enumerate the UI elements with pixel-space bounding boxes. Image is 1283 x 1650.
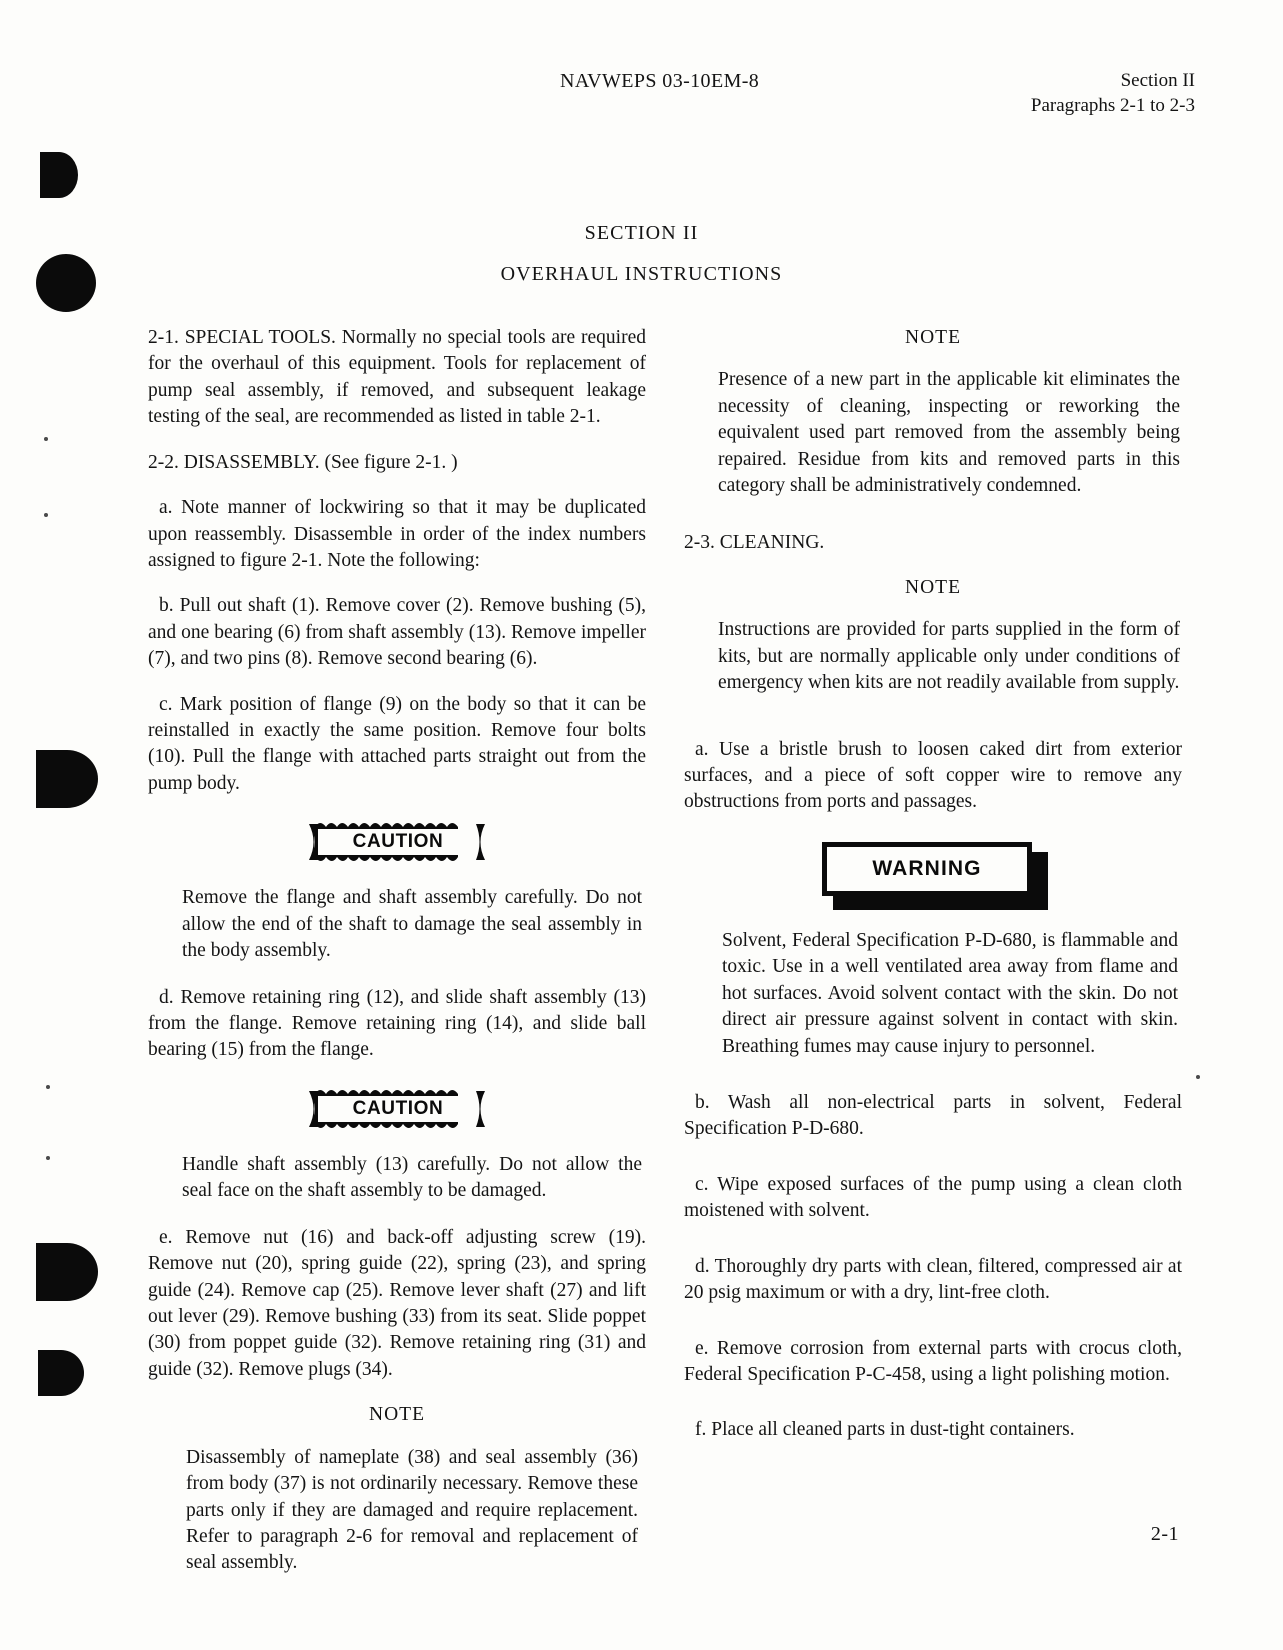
caution-label-1: CAUTION (352, 831, 444, 853)
paragraph-2-2-d: d. Remove retaining ring (12), and slide shaft assembly (13) from the flange. Remove retaining ring (14), and slide ball bearing (15) from the flange. (148, 986, 646, 1061)
warning-box-shape (822, 842, 1044, 904)
note-body-right-2: Instructions are provided for parts supplied in the form of kits, but are normally applicable only under conditions of emergency when kits are not readily available from supply. (718, 619, 1180, 694)
left-column (148, 325, 646, 1597)
caution-label-2: CAUTION (352, 1097, 444, 1119)
spacer (684, 717, 1182, 737)
caution-box-shape (309, 1088, 485, 1130)
paragraph-2-3-a: a. Use a bristle brush to loosen caked dirt from exterior surfaces, and a piece of soft copper wire to remove any obstructions from ports and passages. (684, 738, 1182, 813)
paragraph-2-3: 2-3. CLEANING. (684, 531, 825, 553)
warning-body: Solvent, Federal Specification P-D-680, is flammable and toxic. Use in a well ventilated area away from flame and hot surfaces. Avoid solvent contact with the skin. Do not direct air pressure against solvent in contact with skin. Breathing fumes may cause injury to personnel. (722, 929, 1178, 1057)
spacer (684, 1244, 1182, 1254)
margin-speck (46, 1085, 50, 1089)
caution-banner-1 (148, 821, 646, 863)
paragraph-2-2: 2-2. DISASSEMBLY. (See figure 2-1. ) (148, 451, 458, 473)
header-document-number: NAVWEPS 03-10EM-8 (560, 70, 760, 92)
margin-speck (44, 437, 48, 441)
punch-hole-1 (40, 152, 78, 198)
punch-hole-5 (38, 1350, 84, 1396)
note-title-right-2: NOTE (905, 576, 961, 598)
margin-speck (44, 513, 48, 517)
page-header (0, 62, 1283, 118)
warning-label: WARNING (872, 856, 982, 880)
header-section-reference (1031, 68, 1195, 118)
paragraph-2-3-c: c. Wipe exposed surfaces of the pump using a clean cloth moistened with solvent. (684, 1173, 1182, 1222)
right-column (684, 325, 1182, 1463)
caution-box-shape (309, 821, 485, 863)
paragraph-2-2-b: b. Pull out shaft (1). Remove cover (2). Remove bushing (5), and one bearing (6) from shaft assembly (13). Remove impeller (7), and two pins (8). Remove second bearing (6). (148, 595, 646, 670)
paragraph-2-2-e: e. Remove nut (16) and back-off adjusting screw (19). Remove nut (20), spring guide (22), spring (23), and spring guide (24). Remove cap (25). Remove lever shaft (27) and lift out lever (29). Remove bushing (33) from its seat. Slide poppet (30) from poppet guide (32). Remove retaining ring (31) and guide (32). Remove plugs (34). (148, 1226, 646, 1380)
margin-speck (46, 1156, 50, 1160)
paragraph-2-3-f: f. Place all cleaned parts in dust-tight containers. (695, 1419, 1075, 1441)
section-label: SECTION II (584, 222, 699, 244)
paragraph-2-2-a: a. Note manner of lockwiring so that it may be duplicated upon reassembly. Disassemble in order of the index numbers assigned to figure 2-1. Note the following: (148, 497, 646, 571)
spacer (684, 1162, 1182, 1172)
caution-body-2: Handle shaft assembly (13) carefully. Do not allow the seal face on the shaft assembly to be damaged. (182, 1153, 642, 1202)
page-number: 2-1 (1150, 1523, 1179, 1545)
paragraph-2-2-c: c. Mark position of flange (9) on the body so that it can be reinstalled in exactly the same position. Remove four bolts (10). Pull the flange with attached parts straight out from the pump body. (148, 693, 646, 794)
header-paragraphs-line: Paragraphs 2-1 to 2-3 (1030, 95, 1195, 117)
note-title-left: NOTE (369, 1404, 425, 1426)
warning-box-face (822, 842, 1032, 896)
warning-banner (684, 842, 1182, 904)
spacer (684, 1326, 1182, 1336)
note-body-left: Disassembly of nameplate (38) and seal assembly (36) from body (37) is not ordinarily necessary. Remove these parts only if they are damaged and require replacement. Refer to paragraph 2-6 for removal and replacement of seal assembly. (186, 1446, 638, 1574)
paragraph-2-3-d: d. Thoroughly dry parts with clean, filtered, compressed air at 20 psig maximum or with a dry, lint-free cloth. (684, 1255, 1182, 1304)
section-subtitle: OVERHAUL INSTRUCTIONS (500, 263, 783, 285)
caution-body-1: Remove the flange and shaft assembly carefully. Do not allow the end of the shaft to damage the seal assembly in the body assembly. (182, 887, 642, 962)
spacer (684, 1080, 1182, 1090)
spacer (684, 1407, 1182, 1417)
punch-hole-4 (36, 1243, 98, 1301)
paragraph-2-3-e: e. Remove corrosion from external parts with crocus cloth, Federal Specification P-C-458, using a light polishing motion. (684, 1337, 1182, 1385)
note-body-right-1: Presence of a new part in the applicable kit eliminates the necessity of cleaning, inspecting or reworking the equivalent used part removed from the assembly being repaired. Residue from kits and removed parts in this category shall be administratively condemned. (718, 369, 1180, 497)
margin-speck (1196, 1075, 1200, 1079)
paragraph-2-1: 2-1. SPECIAL TOOLS. Normally no special tools are required for the overhaul of this equipment. Tools for replacement of pump seal assembly, if removed, and subsequent leakage testing of the seal, are recommended as listed in table 2-1. (148, 327, 646, 428)
note-title-right-1: NOTE (905, 327, 961, 348)
spacer (684, 520, 1182, 530)
header-section-line: Section II (1120, 70, 1195, 91)
punch-hole-3 (36, 750, 98, 808)
caution-banner-2 (148, 1088, 646, 1130)
paragraph-2-3-b: b. Wash all non-electrical parts in solvent, Federal Specification P-D-680. (684, 1092, 1182, 1140)
